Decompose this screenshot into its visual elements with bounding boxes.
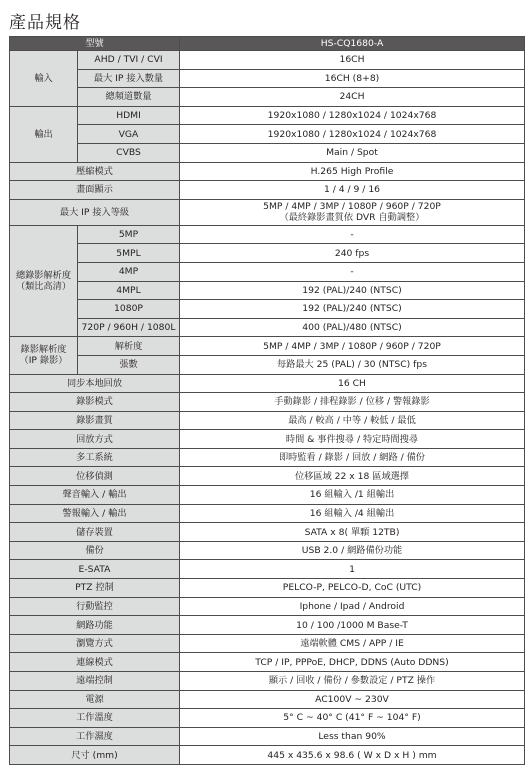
table-row (10, 579, 525, 598)
table-row (10, 181, 525, 200)
table-row (10, 653, 525, 672)
row-value: USB 2.0 / 網路備份功能 (180, 541, 525, 560)
row-value: 每路最大 25 (PAL) / 30 (NTSC) fps (180, 355, 525, 374)
row-label: 聲音輸入 / 輸出 (10, 486, 180, 505)
row-value: 5MP / 4MP / 3MP / 1080P / 960P / 720P (180, 337, 525, 356)
row-label: 總頻道數量 (78, 88, 180, 107)
row-value: 445 x 435.6 x 98.6 ( W x D x H ) mm (180, 746, 525, 765)
row-label: 行動監控 (10, 597, 180, 616)
row-label: 連線模式 (10, 653, 180, 672)
max-ip-value-line1: 5MP / 4MP / 3MP / 1080P / 960P / 720P (263, 201, 441, 213)
row-value: 即時監看 / 錄影 / 回放 / 網路 / 備份 (180, 448, 525, 467)
row-value: 時間 & 事件搜尋 / 特定時間搜尋 (180, 430, 525, 449)
row-label: 解析度 (78, 337, 180, 356)
table-row (10, 541, 525, 560)
row-value: 24CH (180, 88, 525, 107)
row-value: 1 / 4 / 9 / 16 (180, 181, 525, 200)
table-header-row (10, 37, 525, 51)
row-label: 4MPL (78, 281, 180, 300)
row-value: AC100V ~ 230V (180, 690, 525, 709)
table-row (10, 225, 525, 244)
row-value: 手動錄影 / 排程錄影 / 位移 / 警報錄影 (180, 393, 525, 412)
table-row (10, 51, 525, 70)
row-label: PTZ 控制 (10, 579, 180, 598)
row-label: 錄影模式 (10, 393, 180, 412)
row-label: 回放方式 (10, 430, 180, 449)
table-row (10, 411, 525, 430)
row-value: 16CH (8+8) (180, 69, 525, 88)
row-label: 壓縮模式 (10, 162, 180, 181)
row-value: Main / Spot (180, 143, 525, 162)
spec-table (9, 36, 525, 765)
table-row (10, 162, 525, 181)
row-value (180, 199, 525, 225)
output-group-label: 輸出 (10, 106, 78, 162)
row-label: 5MP (78, 225, 180, 244)
record-res-group-line2: （類比高清） (15, 281, 72, 293)
row-label: 尺寸 (mm) (10, 746, 180, 765)
row-label: HDMI (78, 106, 180, 125)
row-label: E-SATA (10, 560, 180, 579)
row-label: 遠端控制 (10, 672, 180, 691)
table-row (10, 727, 525, 746)
model-label: 型號 (10, 37, 180, 51)
row-label: 位移偵測 (10, 467, 180, 486)
row-value: 最高 / 較高 / 中等 / 較低 / 最低 (180, 411, 525, 430)
row-value: - (180, 225, 525, 244)
row-value: 192 (PAL)/240 (NTSC) (180, 281, 525, 300)
table-row (10, 337, 525, 356)
ip-record-group-label (10, 337, 78, 374)
row-label: 張數 (78, 355, 180, 374)
table-row (10, 597, 525, 616)
row-value: 16 CH (180, 374, 525, 393)
row-value: 192 (PAL)/240 (NTSC) (180, 300, 525, 319)
row-value: PELCO-P, PELCO-D, CoC (UTC) (180, 579, 525, 598)
row-value: 位移區域 22 x 18 區域選擇 (180, 467, 525, 486)
table-row (10, 504, 525, 523)
table-row (10, 486, 525, 505)
table-row (10, 448, 525, 467)
table-row (10, 69, 525, 88)
table-row (10, 467, 525, 486)
table-row (10, 616, 525, 635)
table-row (10, 262, 525, 281)
row-label: 警報輸入 / 輸出 (10, 504, 180, 523)
row-label: AHD / TVI / CVI (78, 51, 180, 70)
table-row (10, 199, 525, 225)
table-row (10, 355, 525, 374)
ip-record-group-line2: （IP 錄影） (19, 355, 68, 367)
table-row (10, 143, 525, 162)
row-label: 電源 (10, 690, 180, 709)
row-label: 1080P (78, 300, 180, 319)
row-value: SATA x 8( 單顆 12TB) (180, 523, 525, 542)
row-label: 備份 (10, 541, 180, 560)
row-label: VGA (78, 125, 180, 144)
row-value: 400 (PAL)/480 (NTSC) (180, 318, 525, 337)
table-row (10, 634, 525, 653)
row-label: 720P / 960H / 1080L (78, 318, 180, 337)
table-row (10, 709, 525, 728)
max-ip-value-line2: （最終錄影畫質依 DVR 自動調整） (279, 212, 425, 224)
row-value: 5° C ~ 40° C (41° F ~ 104° F) (180, 709, 525, 728)
record-res-group-label (10, 225, 78, 337)
row-value: H.265 High Profile (180, 162, 525, 181)
table-row (10, 244, 525, 263)
table-row (10, 523, 525, 542)
row-label: 最大 IP 接入等級 (10, 199, 180, 225)
table-row (10, 125, 525, 144)
row-label: 瀏覽方式 (10, 634, 180, 653)
table-row (10, 281, 525, 300)
row-label: 5MPL (78, 244, 180, 263)
row-value: 遠端軟體 CMS / APP / IE (180, 634, 525, 653)
row-label: 工作溫度 (10, 709, 180, 728)
row-label: 儲存裝置 (10, 523, 180, 542)
record-res-group-line1: 總錄影解析度 (15, 270, 72, 282)
table-row (10, 393, 525, 412)
row-label: CVBS (78, 143, 180, 162)
row-value: - (180, 262, 525, 281)
row-value: Iphone / Ipad / Android (180, 597, 525, 616)
table-row (10, 88, 525, 107)
table-row (10, 430, 525, 449)
row-value: 240 fps (180, 244, 525, 263)
row-value: 1920x1080 / 1280x1024 / 1024x768 (180, 106, 525, 125)
row-label: 4MP (78, 262, 180, 281)
row-label: 錄影畫質 (10, 411, 180, 430)
row-label: 最大 IP 接入數量 (78, 69, 180, 88)
row-label: 網路功能 (10, 616, 180, 635)
table-row (10, 374, 525, 393)
model-value: HS-CQ1680-A (180, 37, 525, 51)
table-row (10, 106, 525, 125)
page-title: 產品規格 (9, 13, 81, 33)
row-value: 16 組輸入 /4 組輸出 (180, 504, 525, 523)
row-value: 16CH (180, 51, 525, 70)
row-value: 16 組輸入 /1 組輸出 (180, 486, 525, 505)
row-value: 顯示 / 回收 / 備份 / 參數設定 / PTZ 操作 (180, 672, 525, 691)
row-value: 1 (180, 560, 525, 579)
ip-record-group-line1: 錄影解析度 (20, 344, 67, 356)
row-value: Less than 90% (180, 727, 525, 746)
table-row (10, 690, 525, 709)
row-label: 多工系統 (10, 448, 180, 467)
row-value: 10 / 100 /1000 M Base-T (180, 616, 525, 635)
row-label: 工作濕度 (10, 727, 180, 746)
row-value: 1920x1080 / 1280x1024 / 1024x768 (180, 125, 525, 144)
table-row (10, 318, 525, 337)
table-row (10, 300, 525, 319)
row-value: TCP / IP, PPPoE, DHCP, DDNS (Auto DDNS) (180, 653, 525, 672)
row-label: 同步本地回放 (10, 374, 180, 393)
table-row (10, 746, 525, 765)
table-row (10, 672, 525, 691)
row-label: 畫面顯示 (10, 181, 180, 200)
table-row (10, 560, 525, 579)
input-group-label: 輸入 (10, 51, 78, 107)
